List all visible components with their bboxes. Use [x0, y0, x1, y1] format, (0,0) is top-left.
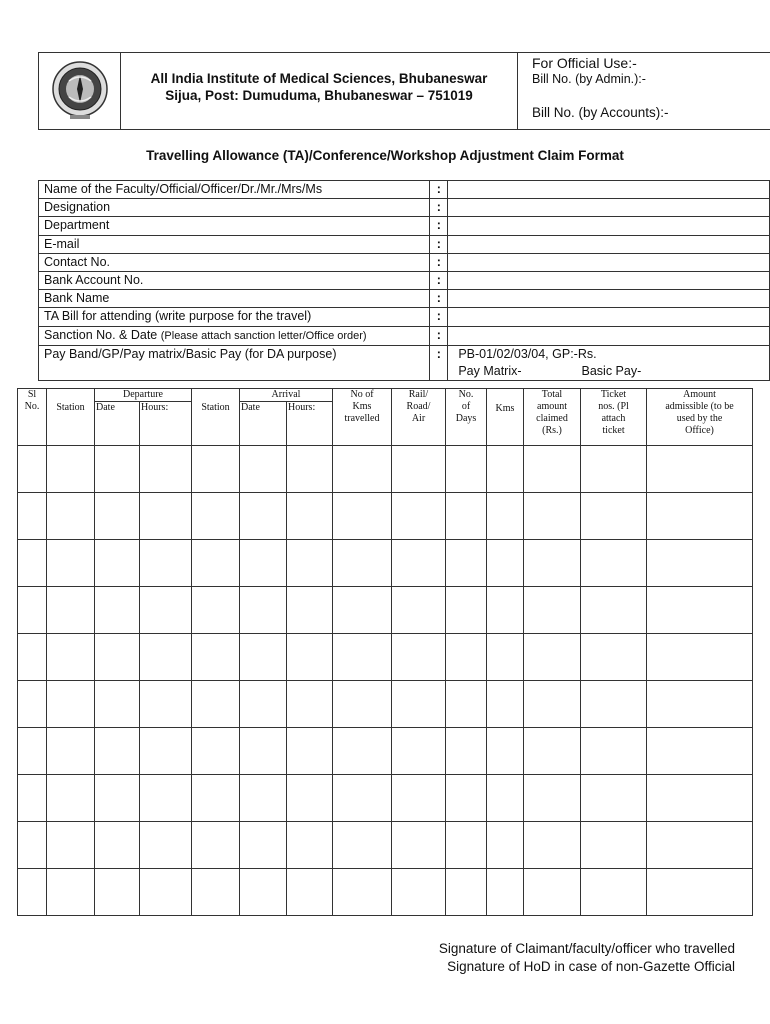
table-cell[interactable] [446, 869, 487, 916]
table-cell[interactable] [192, 493, 240, 540]
table-cell[interactable] [192, 634, 240, 681]
table-cell[interactable] [392, 681, 446, 728]
col-dep-station: Station [47, 402, 95, 446]
table-row [18, 446, 753, 493]
table-cell[interactable] [581, 493, 647, 540]
table-cell[interactable] [487, 493, 524, 540]
table-cell[interactable] [581, 634, 647, 681]
table-cell[interactable] [333, 822, 392, 869]
table-cell[interactable] [446, 681, 487, 728]
col-ticket: Ticket nos. (Pl attach ticket [581, 389, 647, 446]
table-cell[interactable] [287, 493, 333, 540]
contact-value[interactable] [448, 253, 770, 271]
table-cell[interactable] [446, 446, 487, 493]
table-cell[interactable] [446, 540, 487, 587]
table-row [18, 728, 753, 775]
col-days: No. of Days [446, 389, 487, 446]
table-cell[interactable] [333, 775, 392, 822]
table-cell[interactable] [140, 681, 192, 728]
table-cell[interactable] [524, 822, 581, 869]
table-cell[interactable] [240, 493, 287, 540]
department-value[interactable] [448, 217, 770, 235]
col-kms-travelled: No of Kms travelled [333, 389, 392, 446]
table-cell[interactable] [240, 634, 287, 681]
bill-no-accounts: Bill No. (by Accounts):- [532, 105, 669, 120]
table-cell[interactable] [487, 587, 524, 634]
table-cell[interactable] [95, 869, 140, 916]
table-cell[interactable] [47, 540, 95, 587]
bank-name-value[interactable] [448, 290, 770, 308]
table-cell[interactable] [333, 446, 392, 493]
table-row [18, 587, 753, 634]
claim-rows [18, 446, 753, 916]
field-label: Name of the Faculty/Official/Officer/Dr./Mr./Mrs/Ms [39, 181, 430, 199]
field-label: Sanction No. & Date (Please attach sanction letter/Office order) [39, 326, 430, 345]
field-label: E-mail [39, 235, 430, 253]
claimant-signature: Signature of Claimant/faculty/officer who travelled [438, 941, 735, 956]
table-cell[interactable] [47, 493, 95, 540]
table-cell[interactable] [333, 493, 392, 540]
table-cell[interactable] [140, 869, 192, 916]
institute-name: All India Institute of Medical Sciences, Bhubaneswar [150, 71, 488, 86]
table-cell[interactable] [333, 587, 392, 634]
table-cell[interactable] [95, 634, 140, 681]
table-cell[interactable] [392, 587, 446, 634]
table-row [18, 822, 753, 869]
table-row [18, 681, 753, 728]
table-cell[interactable] [581, 869, 647, 916]
table-cell[interactable] [333, 681, 392, 728]
table-cell[interactable] [240, 446, 287, 493]
table-cell[interactable] [140, 493, 192, 540]
table-cell[interactable] [392, 540, 446, 587]
table-cell[interactable] [140, 728, 192, 775]
table-cell[interactable] [95, 446, 140, 493]
col-departure: Departure [95, 389, 192, 402]
table-cell[interactable] [287, 869, 333, 916]
info-row-pay-band: Pay Band/GP/Pay matrix/Basic Pay (for DA purpose) : PB-01/02/03/04, GP:-Rs. Pay Matrix- Basic Pay- [39, 345, 770, 380]
table-cell[interactable] [581, 775, 647, 822]
table-cell[interactable] [581, 540, 647, 587]
institute-address: Sijua, Post: Dumuduma, Bhubaneswar – 751019 [165, 88, 473, 103]
table-cell[interactable] [192, 446, 240, 493]
table-cell[interactable] [487, 869, 524, 916]
col-mode: Rail/ Road/ Air [392, 389, 446, 446]
pay-band-value[interactable]: PB-01/02/03/04, GP:-Rs. Pay Matrix- Basic Pay- [448, 345, 770, 380]
info-row-bank-account: Bank Account No. : [39, 271, 770, 289]
table-cell[interactable] [524, 869, 581, 916]
official-use-cell [524, 53, 769, 129]
logo-cell [39, 53, 121, 129]
table-cell[interactable] [446, 728, 487, 775]
table-cell[interactable] [524, 728, 581, 775]
field-label: TA Bill for attending (write purpose for the travel) [39, 308, 430, 326]
table-cell[interactable] [95, 822, 140, 869]
table-cell[interactable] [18, 681, 47, 728]
header-row-1 [18, 389, 753, 402]
bill-no-admin: Bill No. (by Admin.):- [532, 72, 646, 86]
table-cell[interactable] [524, 775, 581, 822]
field-label: Contact No. [39, 253, 430, 271]
table-cell[interactable] [18, 493, 47, 540]
table-cell[interactable] [192, 681, 240, 728]
hod-signature: Signature of HoD in case of non-Gazette Official [447, 959, 735, 974]
table-cell[interactable] [392, 728, 446, 775]
table-cell[interactable] [524, 493, 581, 540]
table-cell[interactable] [240, 587, 287, 634]
table-cell[interactable] [140, 634, 192, 681]
table-cell[interactable] [18, 446, 47, 493]
table-cell[interactable] [487, 446, 524, 493]
table-cell[interactable] [240, 822, 287, 869]
table-row [18, 869, 753, 916]
field-label: Pay Band/GP/Pay matrix/Basic Pay (for DA purpose) [39, 345, 430, 380]
table-cell[interactable] [95, 587, 140, 634]
table-cell[interactable] [47, 587, 95, 634]
table-cell[interactable] [647, 587, 753, 634]
table-cell[interactable] [95, 775, 140, 822]
table-cell[interactable] [140, 587, 192, 634]
table-cell[interactable] [287, 775, 333, 822]
bank-account-value[interactable] [448, 271, 770, 289]
table-cell[interactable] [487, 540, 524, 587]
table-cell[interactable] [240, 775, 287, 822]
table-cell[interactable] [18, 540, 47, 587]
table-cell[interactable] [47, 446, 95, 493]
table-cell[interactable] [333, 869, 392, 916]
table-cell[interactable] [446, 775, 487, 822]
table-cell[interactable] [18, 728, 47, 775]
table-cell[interactable] [47, 775, 95, 822]
table-cell[interactable] [581, 728, 647, 775]
table-cell[interactable] [647, 681, 753, 728]
table-cell[interactable] [581, 587, 647, 634]
table-cell[interactable] [192, 728, 240, 775]
table-cell[interactable] [392, 822, 446, 869]
table-cell[interactable] [95, 540, 140, 587]
col-total: Total amount claimed (Rs.) [524, 389, 581, 446]
table-cell[interactable] [18, 587, 47, 634]
table-cell[interactable] [647, 728, 753, 775]
table-cell[interactable] [581, 681, 647, 728]
info-row-department: Department : [39, 217, 770, 235]
table-cell[interactable] [446, 587, 487, 634]
table-cell[interactable] [287, 634, 333, 681]
table-cell[interactable] [47, 634, 95, 681]
table-cell[interactable] [140, 822, 192, 869]
table-cell[interactable] [446, 822, 487, 869]
table-cell[interactable] [140, 775, 192, 822]
table-cell[interactable] [192, 822, 240, 869]
table-cell[interactable] [647, 540, 753, 587]
field-label: Department [39, 217, 430, 235]
table-row [18, 775, 753, 822]
table-cell[interactable] [487, 634, 524, 681]
col-sl-no: Sl No. [18, 389, 47, 446]
table-cell[interactable] [287, 587, 333, 634]
table-cell[interactable] [392, 493, 446, 540]
table-cell[interactable] [47, 681, 95, 728]
table-cell[interactable] [647, 446, 753, 493]
table-cell[interactable] [18, 869, 47, 916]
table-cell[interactable] [487, 728, 524, 775]
table-cell[interactable] [240, 728, 287, 775]
table-cell[interactable] [487, 775, 524, 822]
table-cell[interactable] [240, 540, 287, 587]
table-cell[interactable] [287, 681, 333, 728]
table-cell[interactable] [18, 822, 47, 869]
info-row-name: Name of the Faculty/Official/Officer/Dr./Mr./Mrs/Ms : [39, 181, 770, 199]
table-cell[interactable] [392, 869, 446, 916]
info-row-contact: Contact No. : [39, 253, 770, 271]
table-cell[interactable] [287, 540, 333, 587]
table-cell[interactable] [140, 540, 192, 587]
table-cell[interactable] [287, 822, 333, 869]
name-value[interactable] [448, 181, 770, 199]
table-cell[interactable] [524, 681, 581, 728]
table-cell[interactable] [392, 634, 446, 681]
designation-value[interactable] [448, 199, 770, 217]
table-cell[interactable] [95, 681, 140, 728]
table-cell[interactable] [647, 775, 753, 822]
info-row-ta-bill: TA Bill for attending (write purpose for the travel) : [39, 308, 770, 326]
table-cell[interactable] [487, 822, 524, 869]
table-cell[interactable] [446, 493, 487, 540]
table-cell[interactable] [581, 822, 647, 869]
col-dep-date: Date [95, 402, 140, 446]
table-cell[interactable] [647, 493, 753, 540]
info-row-designation: Designation : [39, 199, 770, 217]
table-cell[interactable] [18, 775, 47, 822]
header-box [38, 52, 770, 130]
table-cell[interactable] [47, 869, 95, 916]
table-row [18, 634, 753, 681]
table-cell[interactable] [47, 822, 95, 869]
col-dep-hours: Hours: [140, 402, 192, 446]
table-cell[interactable] [647, 822, 753, 869]
table-cell[interactable] [140, 446, 192, 493]
info-row-bank-name: Bank Name : [39, 290, 770, 308]
table-cell[interactable] [240, 681, 287, 728]
info-row-email: E-mail : [39, 235, 770, 253]
table-cell[interactable] [192, 587, 240, 634]
table-row [18, 493, 753, 540]
table-cell[interactable] [287, 446, 333, 493]
form-title: Travelling Allowance (TA)/Conference/Workshop Adjustment Claim Format [146, 148, 624, 163]
field-label: Bank Account No. [39, 271, 430, 289]
info-row-sanction: Sanction No. & Date (Please attach sanction letter/Office order) : [39, 326, 770, 345]
table-cell[interactable] [647, 869, 753, 916]
table-cell[interactable] [524, 587, 581, 634]
col-arr-date: Date [240, 402, 287, 446]
email-value[interactable] [448, 235, 770, 253]
field-label: Designation [39, 199, 430, 217]
table-cell[interactable] [192, 869, 240, 916]
sanction-value[interactable] [448, 326, 770, 345]
table-cell[interactable] [240, 869, 287, 916]
table-cell[interactable] [287, 728, 333, 775]
table-cell[interactable] [95, 493, 140, 540]
ta-bill-value[interactable] [448, 308, 770, 326]
table-cell[interactable] [487, 681, 524, 728]
table-cell[interactable] [581, 446, 647, 493]
col-arr-station: Station [192, 402, 240, 446]
table-cell[interactable] [95, 728, 140, 775]
table-row [18, 540, 753, 587]
travel-claim-table [17, 388, 753, 916]
table-cell[interactable] [446, 634, 487, 681]
table-cell[interactable] [18, 634, 47, 681]
table-cell[interactable] [47, 728, 95, 775]
table-cell[interactable] [524, 540, 581, 587]
col-kms: Kms [487, 389, 524, 446]
aiims-seal-logo [39, 53, 121, 129]
table-cell[interactable] [392, 446, 446, 493]
table-cell[interactable] [333, 540, 392, 587]
claimant-info-table [38, 180, 770, 381]
field-label: Bank Name [39, 290, 430, 308]
col-arrival: Arrival [240, 389, 333, 402]
official-use-label: For Official Use:- [532, 55, 637, 71]
table-cell[interactable] [524, 634, 581, 681]
table-cell[interactable] [192, 775, 240, 822]
table-cell[interactable] [524, 446, 581, 493]
table-cell[interactable] [333, 728, 392, 775]
table-cell[interactable] [333, 634, 392, 681]
col-arr-hours: Hours: [287, 402, 333, 446]
institute-name-cell [121, 53, 518, 129]
table-cell[interactable] [392, 775, 446, 822]
col-admissible: Amount admissible (to be used by the Office) [647, 389, 753, 446]
table-cell[interactable] [647, 634, 753, 681]
table-cell[interactable] [192, 540, 240, 587]
